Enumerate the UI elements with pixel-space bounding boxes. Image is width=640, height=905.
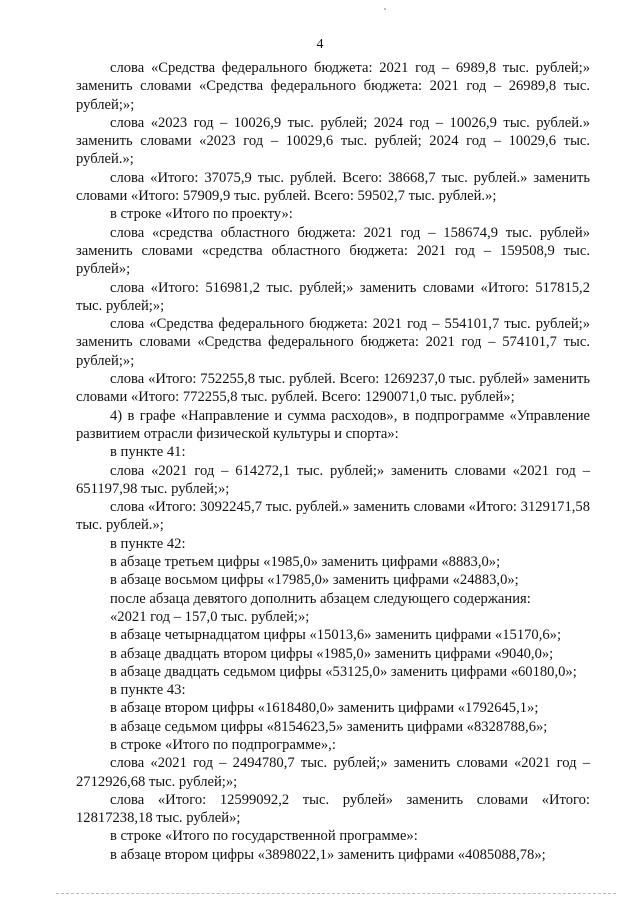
paragraph: в пункте 41:: [110, 444, 186, 461]
paragraph: в абзаце четырнадцатом цифры «15013,6» заменить цифрами «15170,6»;: [110, 627, 562, 644]
paragraph: в абзаце втором цифры «3898022,1» заменить цифрами «4085088,78»;: [110, 846, 546, 863]
paragraph: слова «Итого: 752255,8 тыс. рублей. Всего: 1269237,0 тыс. рублей» заменить словами «Итого: 772255,8 тыс. рублей. Всего: 1290071,0 тыс. рублей»;: [76, 371, 590, 406]
paragraph: в абзаце седьмом цифры «8154623,5» заменить цифрами «8328788,6»;: [110, 718, 548, 735]
paragraph: слова «Итого: 516981,2 тыс. рублей;» заменить словами «Итого: 517815,2 тыс. рублей;»;: [76, 279, 590, 314]
paragraph: в абзаце третьем цифры «1985,0» заменить цифрами «8883,0»;: [110, 554, 501, 571]
paragraph: 4) в графе «Направление и сумма расходов», в подпрограмме «Управление развитием отрасли физической культуры и спорта»:: [76, 407, 590, 442]
paragraph: слова «2021 год – 2494780,7 тыс. рублей;» заменить словами «2021 год – 2712926,68 тыс. рублей;»;: [76, 755, 590, 790]
document-body: [76, 59, 590, 864]
paragraph: в абзаце втором цифры «1618480,0» заменить цифрами «1792645,1»;: [110, 700, 539, 717]
paragraph: после абзаца девятого дополнить абзацем следующего содержания:: [110, 590, 531, 607]
paragraph: слова «Средства федерального бюджета: 2021 год – 554101,7 тыс. рублей;» заменить словами «Средства федерального бюджета: 2021 год – 574101,7 тыс. рублей;»;: [76, 316, 590, 369]
paragraph: в абзаце двадцать седьмом цифры «53125,0» заменить цифрами «60180,0»;: [110, 663, 577, 680]
page-bottom-divider: [56, 893, 616, 894]
paragraph: в строке «Итого по подпрограмме»,:: [110, 736, 336, 753]
paragraph: слова «Итого: 37075,9 тыс. рублей. Всего: 38668,7 тыс. рублей.» заменить словами «Итого: 57909,9 тыс. рублей. Всего: 59502,7 тыс. рублей.»;: [76, 169, 590, 205]
paragraph: в пункте 42:: [110, 535, 186, 552]
paragraph: в абзаце двадцать втором цифры «1985,0» заменить цифрами «9040,0»;: [110, 645, 554, 662]
paragraph: в строке «Итого по государственной программе»:: [110, 828, 418, 845]
paragraph: слова «Итого: 3092245,7 тыс. рублей.» заменить словами «Итого: 3129171,58 тыс. рублей.»;: [76, 499, 590, 534]
paragraph: в абзаце восьмом цифры «17985,0» заменить цифрами «24883,0»;: [110, 572, 519, 589]
paragraph: слова «Итого: 12599092,2 тыс. рублей» заменить словами «Итого: 12817238,18 тыс. рублей»;: [76, 791, 590, 827]
paragraph: слова «2023 год – 10026,9 тыс. рублей; 2024 год – 10026,9 тыс. рублей.» заменить словами «2023 год – 10029,6 тыс. рублей; 2024 год – 10029,6 тыс. рублей.»;: [76, 114, 590, 168]
paragraph: в пункте 43:: [110, 682, 186, 699]
paragraph: в строке «Итого по проекту»:: [110, 206, 293, 223]
page-number: 4: [316, 37, 324, 52]
paragraph: слова «средства областного бюджета: 2021 год – 158674,9 тыс. рублей» заменить словами «средства областного бюджета: 2021 год – 159508,9 тыс. рублей»;: [76, 224, 590, 278]
scan-artifact: [384, 8, 386, 10]
paragraph: слова «Средства федерального бюджета: 2021 год – 6989,8 тыс. рублей;» заменить словами «Средства федерального бюджета: 2021 год – 26989,8 тыс. рублей;»;: [76, 60, 590, 113]
paragraph: слова «2021 год – 614272,1 тыс. рублей;» заменить словами «2021 год – 651197,98 тыс. рублей;»;: [76, 462, 590, 497]
paragraph: «2021 год – 157,0 тыс. рублей;»;: [110, 608, 310, 625]
